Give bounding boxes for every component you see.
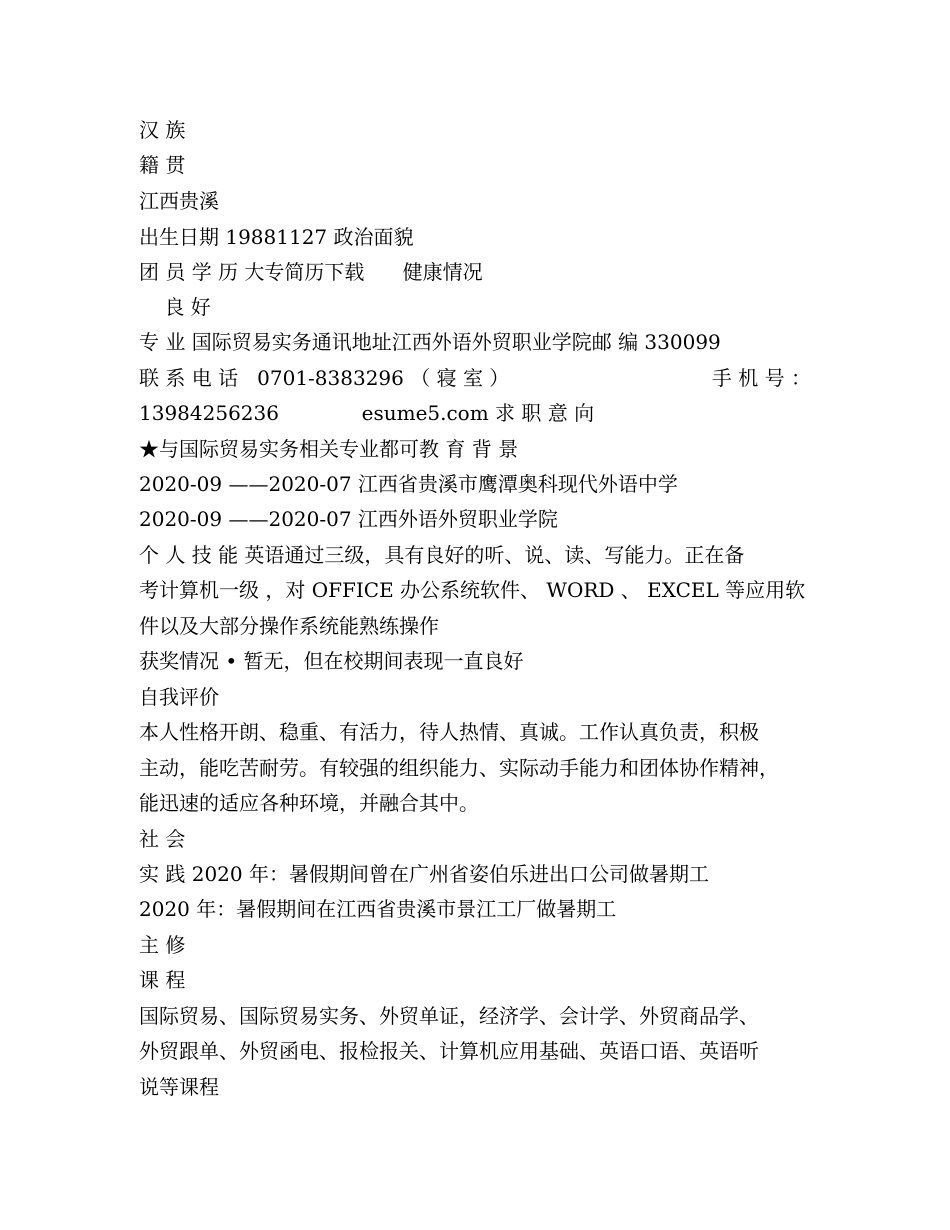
career-objective-line: ★与国际贸易实务相关专业都可教 育 背 景: [139, 437, 519, 461]
self-evaluation-heading: 自我评价: [139, 685, 219, 709]
mobile-label: 手 机 号 ：: [711, 366, 811, 390]
courses-text: 国际贸易、国际贸易实务、外贸单证，经济学、会计学、外贸商品学、: [139, 1004, 759, 1028]
native-place-value: 江西贵溪: [139, 189, 219, 213]
social-practice-entry: 2020 年：暑假期间在江西省贵溪市景江工厂做暑期工: [139, 897, 617, 921]
major-address-line: 专 业 国际贸易实务通讯地址江西外语外贸职业学院邮 编 330099: [139, 330, 721, 354]
native-place-label: 籍 贯: [139, 153, 186, 177]
education-line: 团 员 学 历 大专简历下载 健康情况: [139, 260, 483, 284]
health-value: 良 好: [139, 295, 211, 319]
courses-heading: 课 程: [139, 968, 186, 992]
education-entry: 2020-09 ——2020-07 江西外语外贸职业学院: [139, 507, 558, 531]
dorm-phone: 联 系 电 话 0701-8383296 （ 寝 室 ）: [139, 366, 510, 390]
courses-text: 说等课程: [139, 1075, 219, 1099]
self-evaluation-text: 能迅速的适应各种环境，并融合其中。: [139, 791, 479, 815]
self-evaluation-text: 本人性格开朗、稳重、有活力，待人热情、真诚。工作认真负责，积极: [139, 720, 759, 744]
ethnicity-label: 汉 族: [139, 118, 186, 142]
mobile-number-line: 13984256236 esume5.com 求 职 意 向: [139, 401, 595, 425]
education-entry: 2020-09 ——2020-07 江西省贵溪市鹰潭奥科现代外语中学: [139, 472, 678, 496]
courses-heading: 主 修: [139, 933, 186, 957]
skills-line: 个 人 技 能 英语通过三级，具有良好的听、说、读、写能力。正在备: [139, 543, 745, 567]
self-evaluation-text: 主动，能吃苦耐劳。有较强的组织能力、实际动手能力和团体协作精神，: [139, 756, 779, 780]
social-practice-entry: 实 践 2020 年：暑假期间曾在广州省姿伯乐进出口公司做暑期工: [139, 862, 709, 886]
contact-phone-line: [139, 365, 811, 391]
birth-date-line: 出生日期 19881127 政治面貌: [139, 225, 414, 249]
awards-line: 获奖情况 • 暂无，但在校期间表现一直良好: [139, 649, 524, 673]
social-practice-heading: 社 会: [139, 827, 186, 851]
skills-line: 件以及大部分操作系统能熟练操作: [139, 614, 439, 638]
skills-line: 考计算机一级 ，对 OFFICE 办公系统软件、 WORD 、 EXCEL 等应用软: [139, 578, 806, 602]
courses-text: 外贸跟单、外贸函电、报检报关、计算机应用基础、英语口语、英语听: [139, 1039, 759, 1063]
